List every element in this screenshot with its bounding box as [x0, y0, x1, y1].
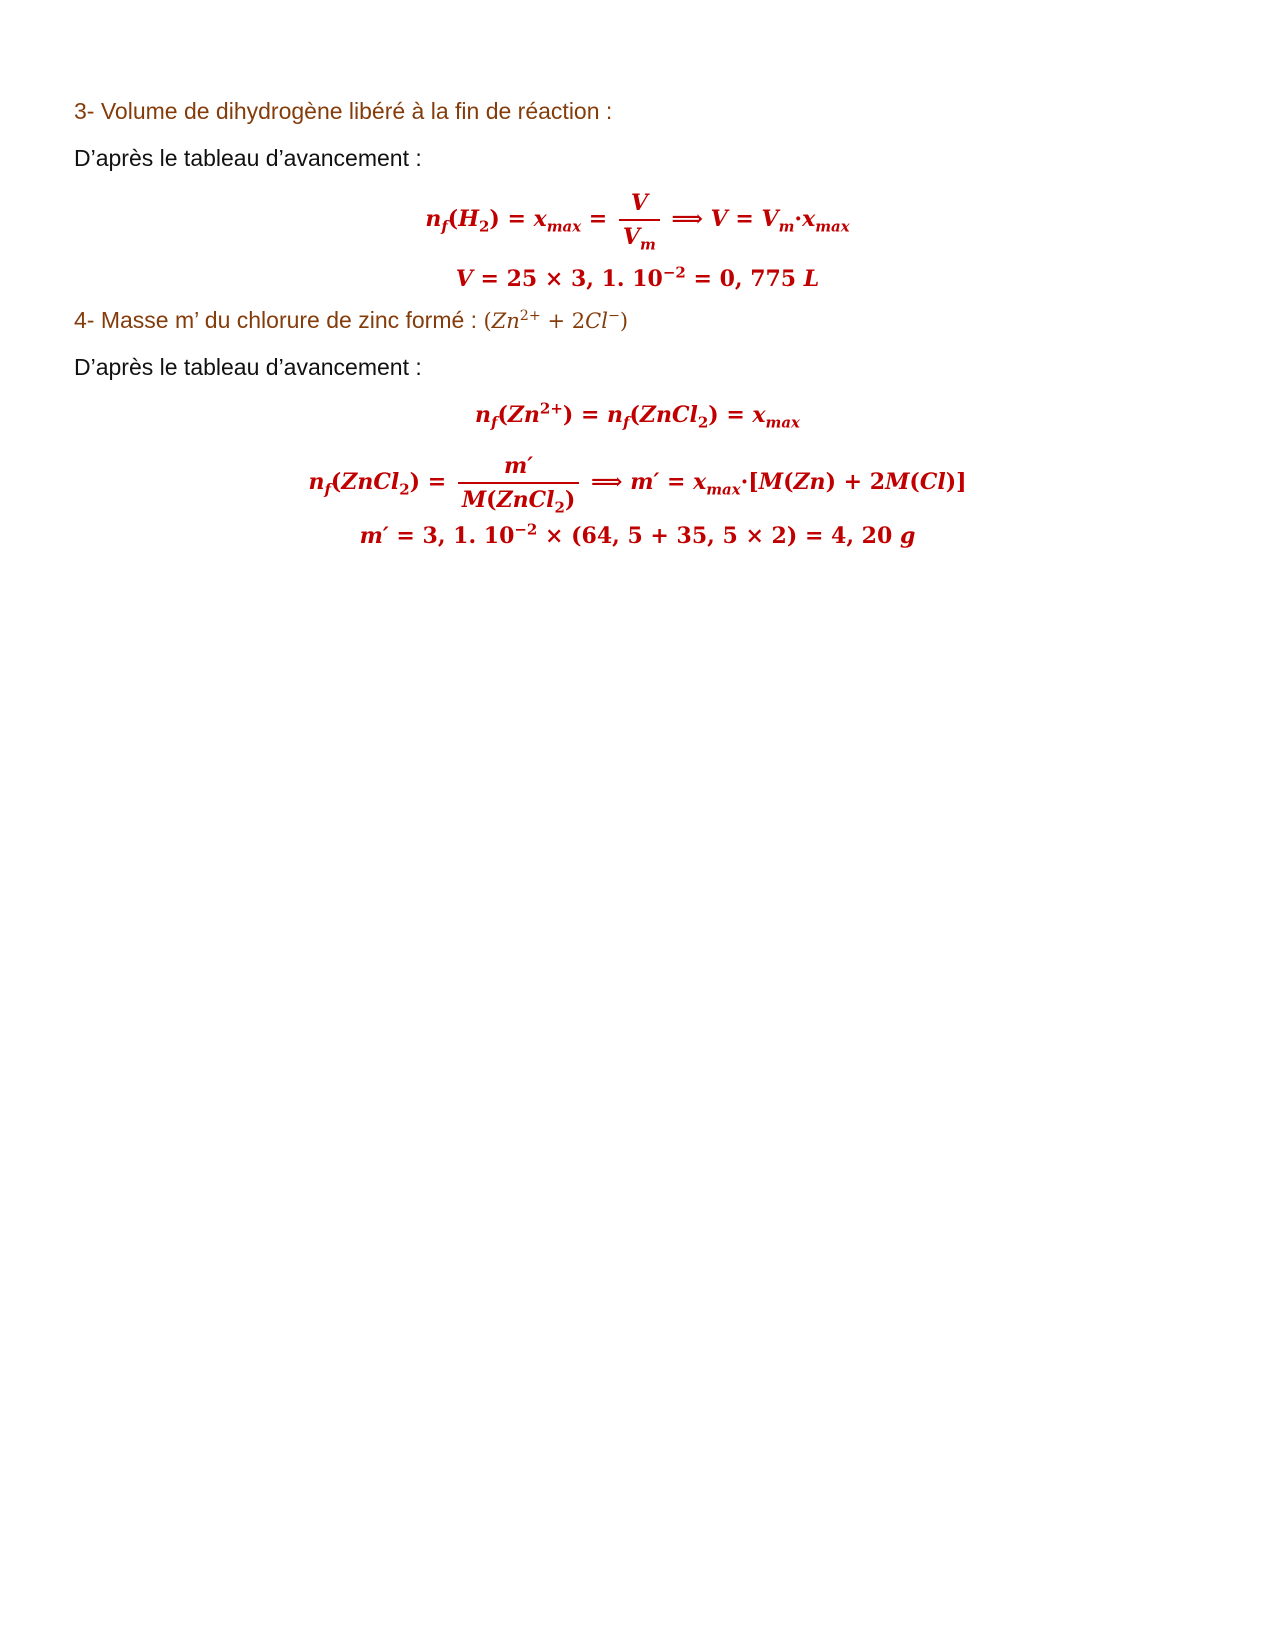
equation-volume-relation: $n_f(H_2) = x_{max}$ = $\frac{V}{V_m}$ ⟹ $V = V_m\cdot x_{max}$: [425, 190, 850, 254]
section-4-heading: 4- Masse m’ du chlorure de zinc formé : $(Zn^{2+} + 2Cl^-)$: [74, 307, 629, 333]
fraction-m-over-M: $\frac{m'}{M(ZnCl_2)}$: [458, 453, 580, 513]
section-4-intro: D’après le tableau d’avancement :: [74, 354, 422, 380]
fraction-V-over-Vm: $\frac{V}{V_m}$: [619, 190, 660, 250]
section-3-heading: 3- Volume de dihydrogène libéré à la fin de réaction :: [74, 98, 613, 124]
equation-moles-relation: $n_f(Zn^{2+})$ = $n_f(ZnCl_2) = x_{max}$: [475, 399, 800, 432]
section-3-intro: D’après le tableau d’avancement :: [74, 145, 422, 171]
equation-mass-result: m′ = 3, 1. $10^{-2} \times (64$, 5 + 35, 5 × 2) = 4, 20 g: [359, 520, 916, 549]
equation-mass-relation: $n_f(ZnCl_2)$ = $\frac{m'}{M(ZnCl_2)}$ ⟹ $m' = x_{max}\cdot[M(Zn) + 2M(Cl)]$: [308, 453, 967, 517]
equation-volume-result: V = 25 × 3, 1. $10^{-2} = 0$, 775 L: [455, 263, 820, 292]
zinc-chloride-ionic-formula: $(Zn^{2+} + 2Cl^-)$: [483, 308, 629, 333]
